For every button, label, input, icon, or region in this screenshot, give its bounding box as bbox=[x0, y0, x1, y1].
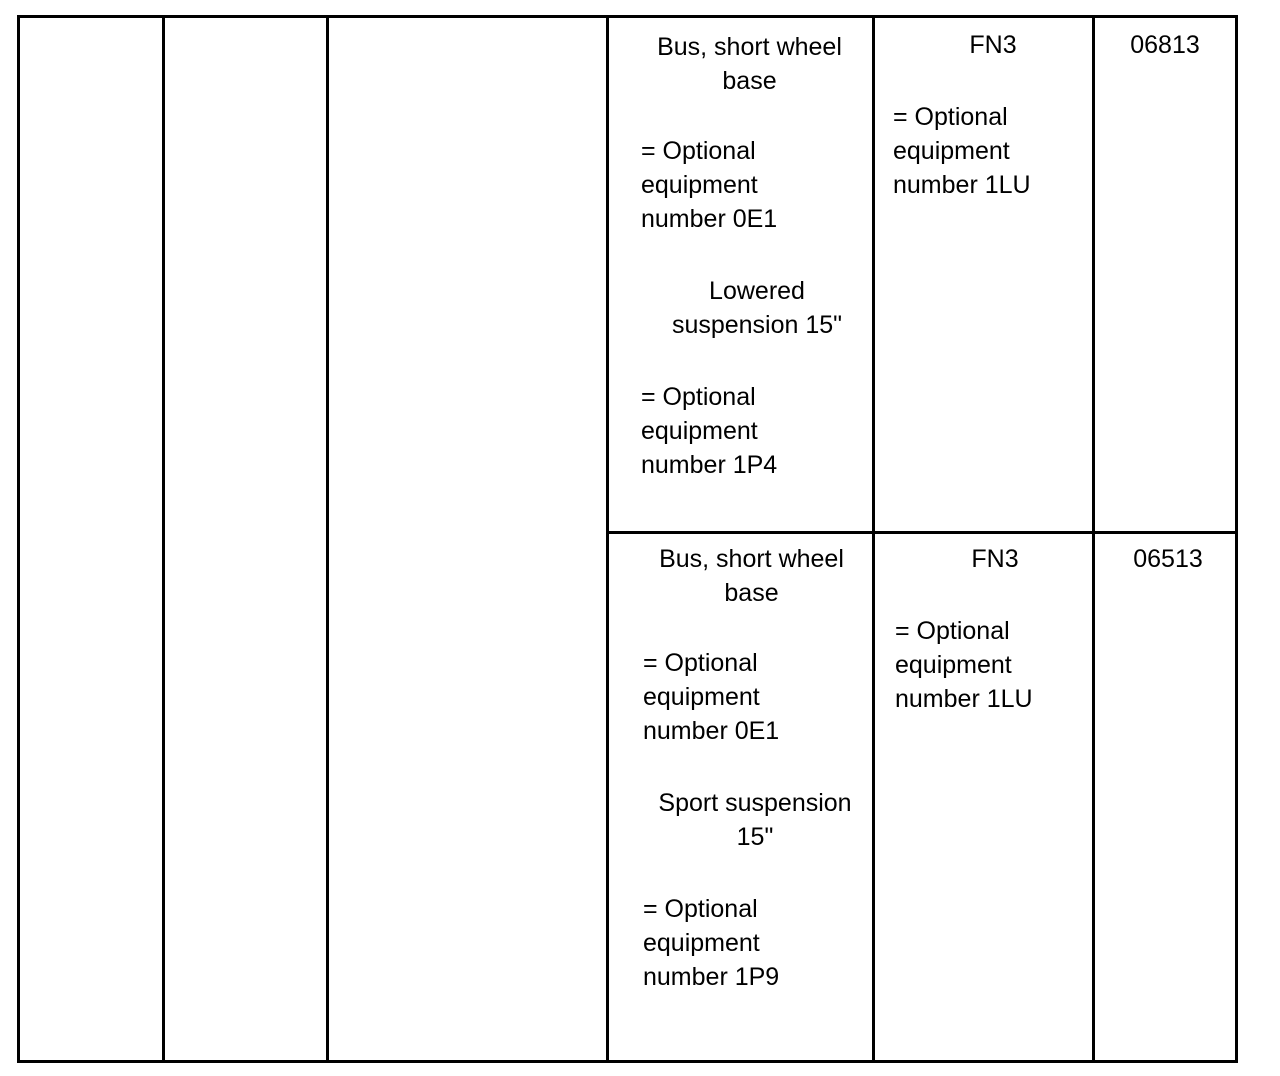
vehicle-type: Bus, short wheel base bbox=[657, 33, 842, 95]
column-border bbox=[1092, 15, 1095, 1063]
code-cell bbox=[875, 534, 1092, 1060]
suspension-type: Sport suspension 15" bbox=[658, 789, 852, 851]
empty-cell-col3 bbox=[329, 18, 606, 1060]
empty-cell-col1 bbox=[20, 18, 162, 1060]
part-number: 06513 bbox=[1133, 545, 1203, 573]
code-cell bbox=[875, 18, 1092, 531]
code-label: FN3 bbox=[969, 31, 1017, 59]
column-border bbox=[1235, 15, 1238, 1063]
code-equipment: = Optional equipment number 1LU bbox=[895, 617, 1033, 713]
suspension-type: Lowered suspension 15" bbox=[671, 277, 843, 339]
table-row bbox=[609, 18, 872, 531]
vehicle-equipment: = Optional equipment number 0E1 bbox=[641, 137, 778, 233]
empty-cell-col2 bbox=[165, 18, 326, 1060]
suspension-equipment: = Optional equipment number 1P4 bbox=[641, 383, 778, 479]
part-number: 06813 bbox=[1130, 31, 1200, 59]
code-equipment: = Optional equipment number 1LU bbox=[893, 103, 1031, 199]
suspension-equipment: = Optional equipment number 1P9 bbox=[643, 895, 780, 991]
code-label: FN3 bbox=[971, 545, 1019, 573]
vehicle-equipment: = Optional equipment number 0E1 bbox=[643, 649, 780, 745]
table-bottom-border bbox=[17, 1060, 1238, 1063]
table-row bbox=[609, 534, 872, 1060]
vehicle-type: Bus, short wheel base bbox=[659, 545, 844, 607]
